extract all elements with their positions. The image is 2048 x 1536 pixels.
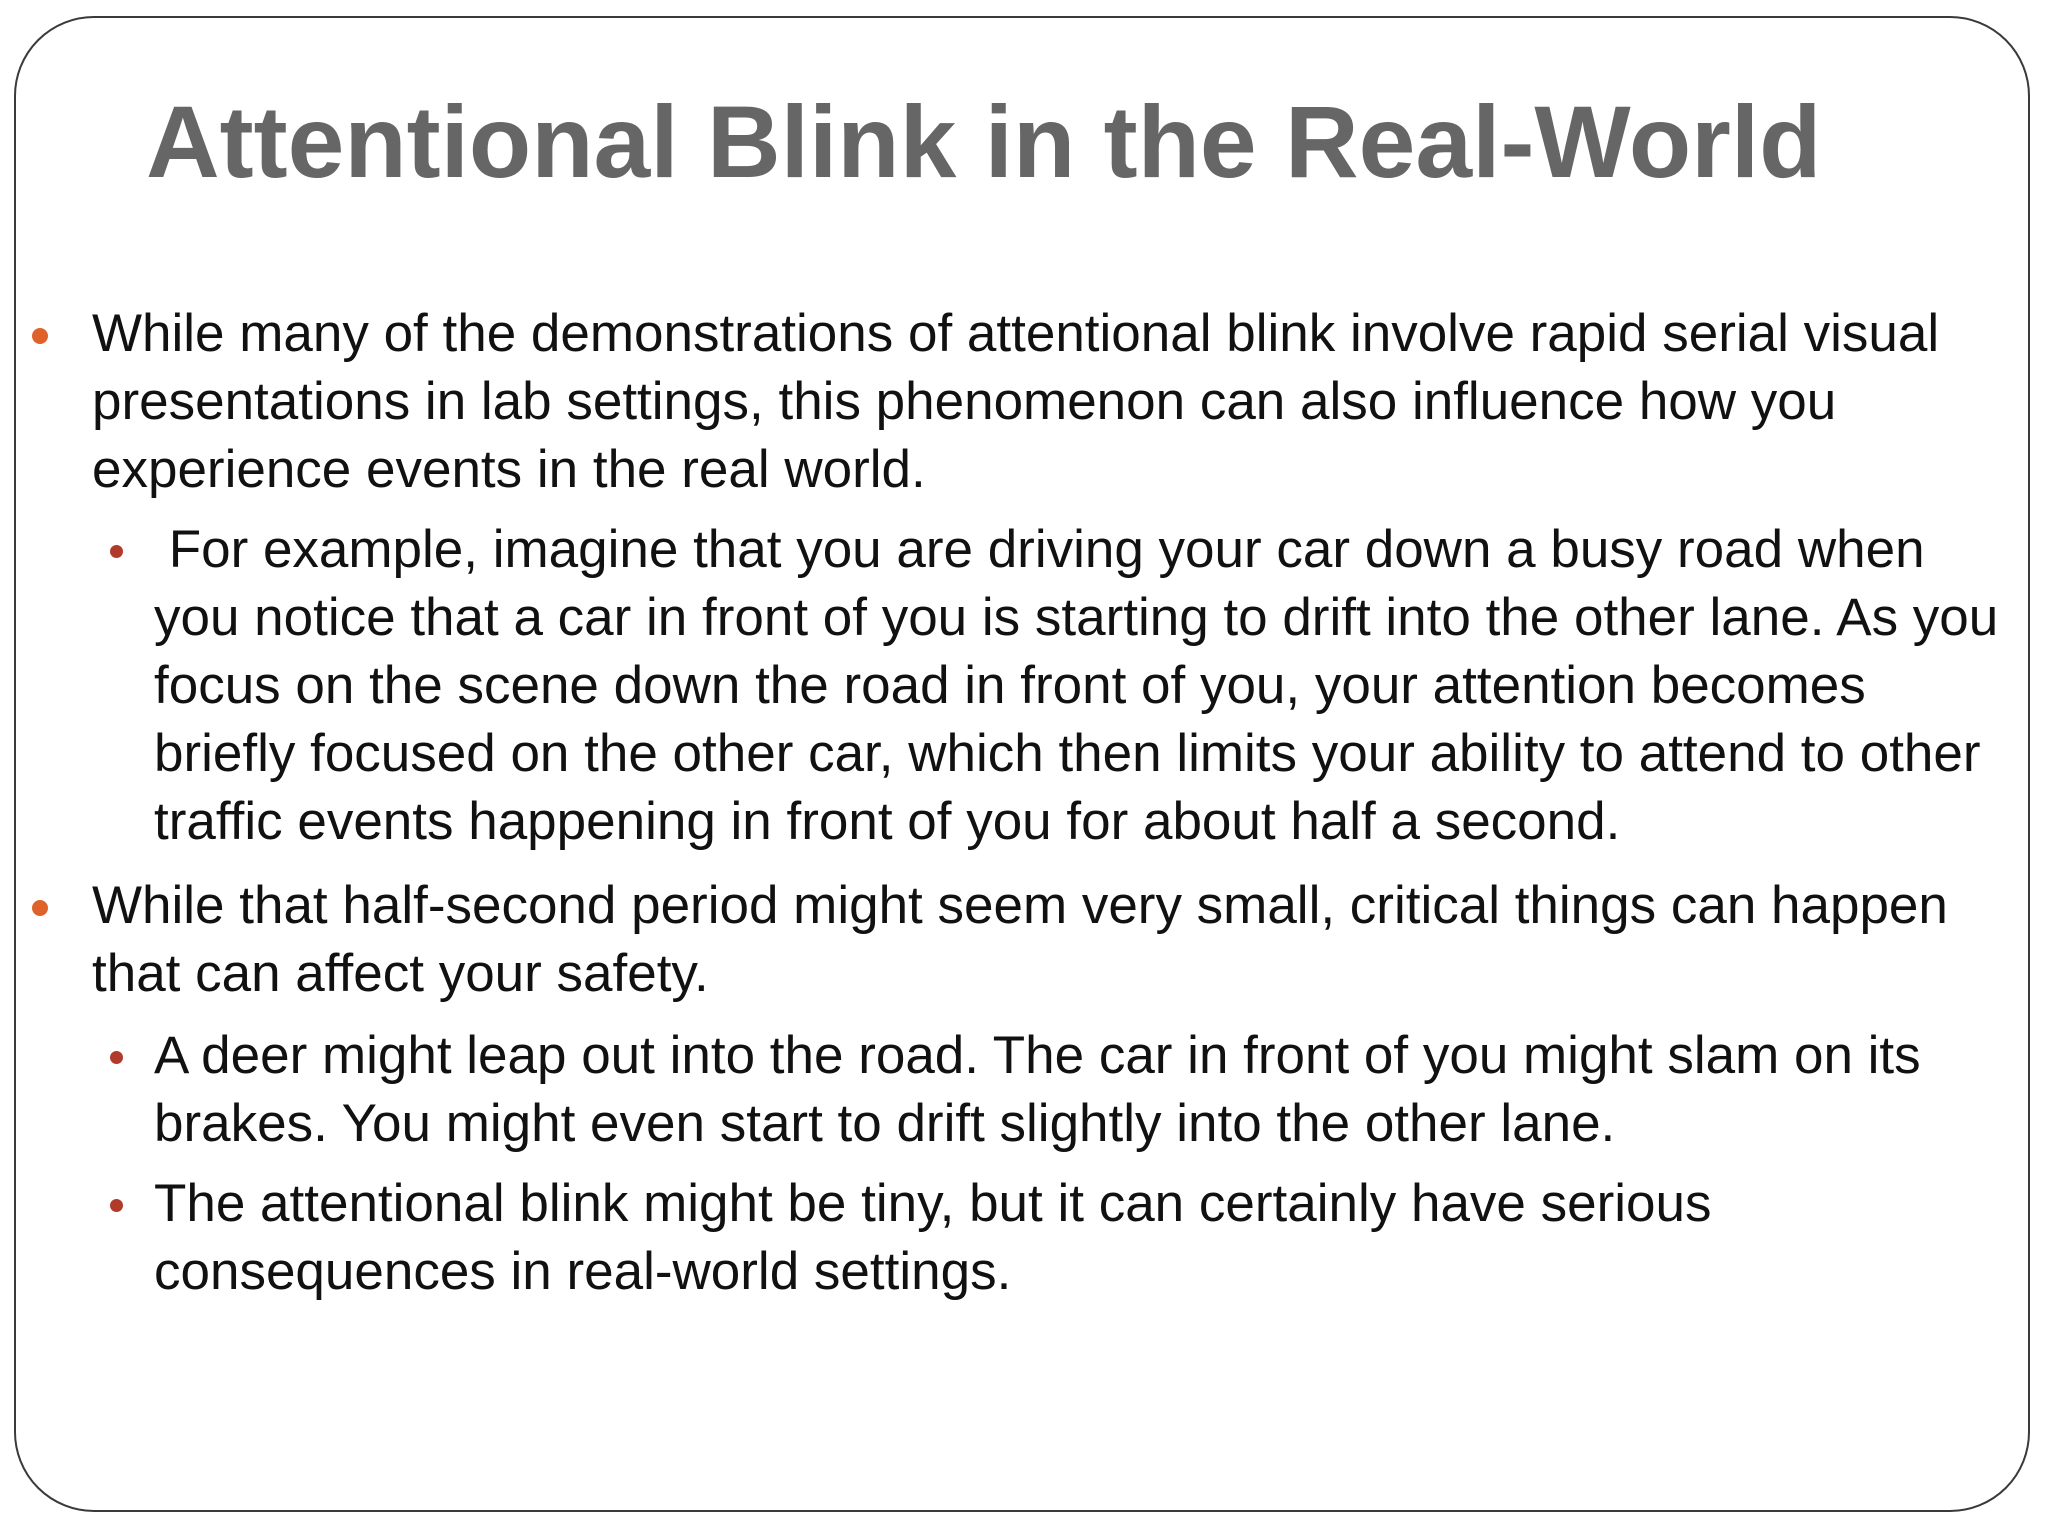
sub-bullet-item	[154, 516, 2013, 856]
slide-title: Attentional Blink in the Real-World	[146, 85, 1822, 199]
bullet-item	[92, 300, 1992, 504]
bullet-text: While that half-second period might seem very small, critical things can happen that can affect your safety.	[92, 876, 1948, 1003]
sub-bullet-item	[154, 1022, 2004, 1158]
sub-bullet-dot-icon	[110, 1199, 123, 1212]
sub-bullet-text: The attentional blink might be tiny, but it can certainly have serious consequences in real-world settings.	[154, 1174, 1712, 1301]
sub-bullet-text: A deer might leap out into the road. The car in front of you might slam on its brakes. You might even start to drift slightly into the other lane.	[154, 1026, 1921, 1153]
bullet-text: While many of the demonstrations of attentional blink involve rapid serial visual presentations in lab settings, this phenomenon can also influence how you experience events in the real world.	[92, 304, 1940, 499]
sub-bullet-dot-icon	[110, 1051, 123, 1064]
sub-bullet-dot-icon	[110, 545, 123, 558]
sub-bullet-text: For example, imagine that you are driving your car down a busy road when you notice that a car in front of you is starting to drift into the other lane. As you focus on the scene down the road in front of you, your attention becomes briefly focused on the other car, which then limits your ability to attend to other traffic events happening in front of you for about half a second.	[154, 520, 2013, 851]
bullet-list	[0, 300, 2048, 1306]
bullet-item	[92, 872, 1992, 1008]
bullet-dot-icon	[32, 900, 48, 916]
sub-bullet-item	[154, 1170, 2004, 1306]
bullet-dot-icon	[32, 328, 48, 344]
